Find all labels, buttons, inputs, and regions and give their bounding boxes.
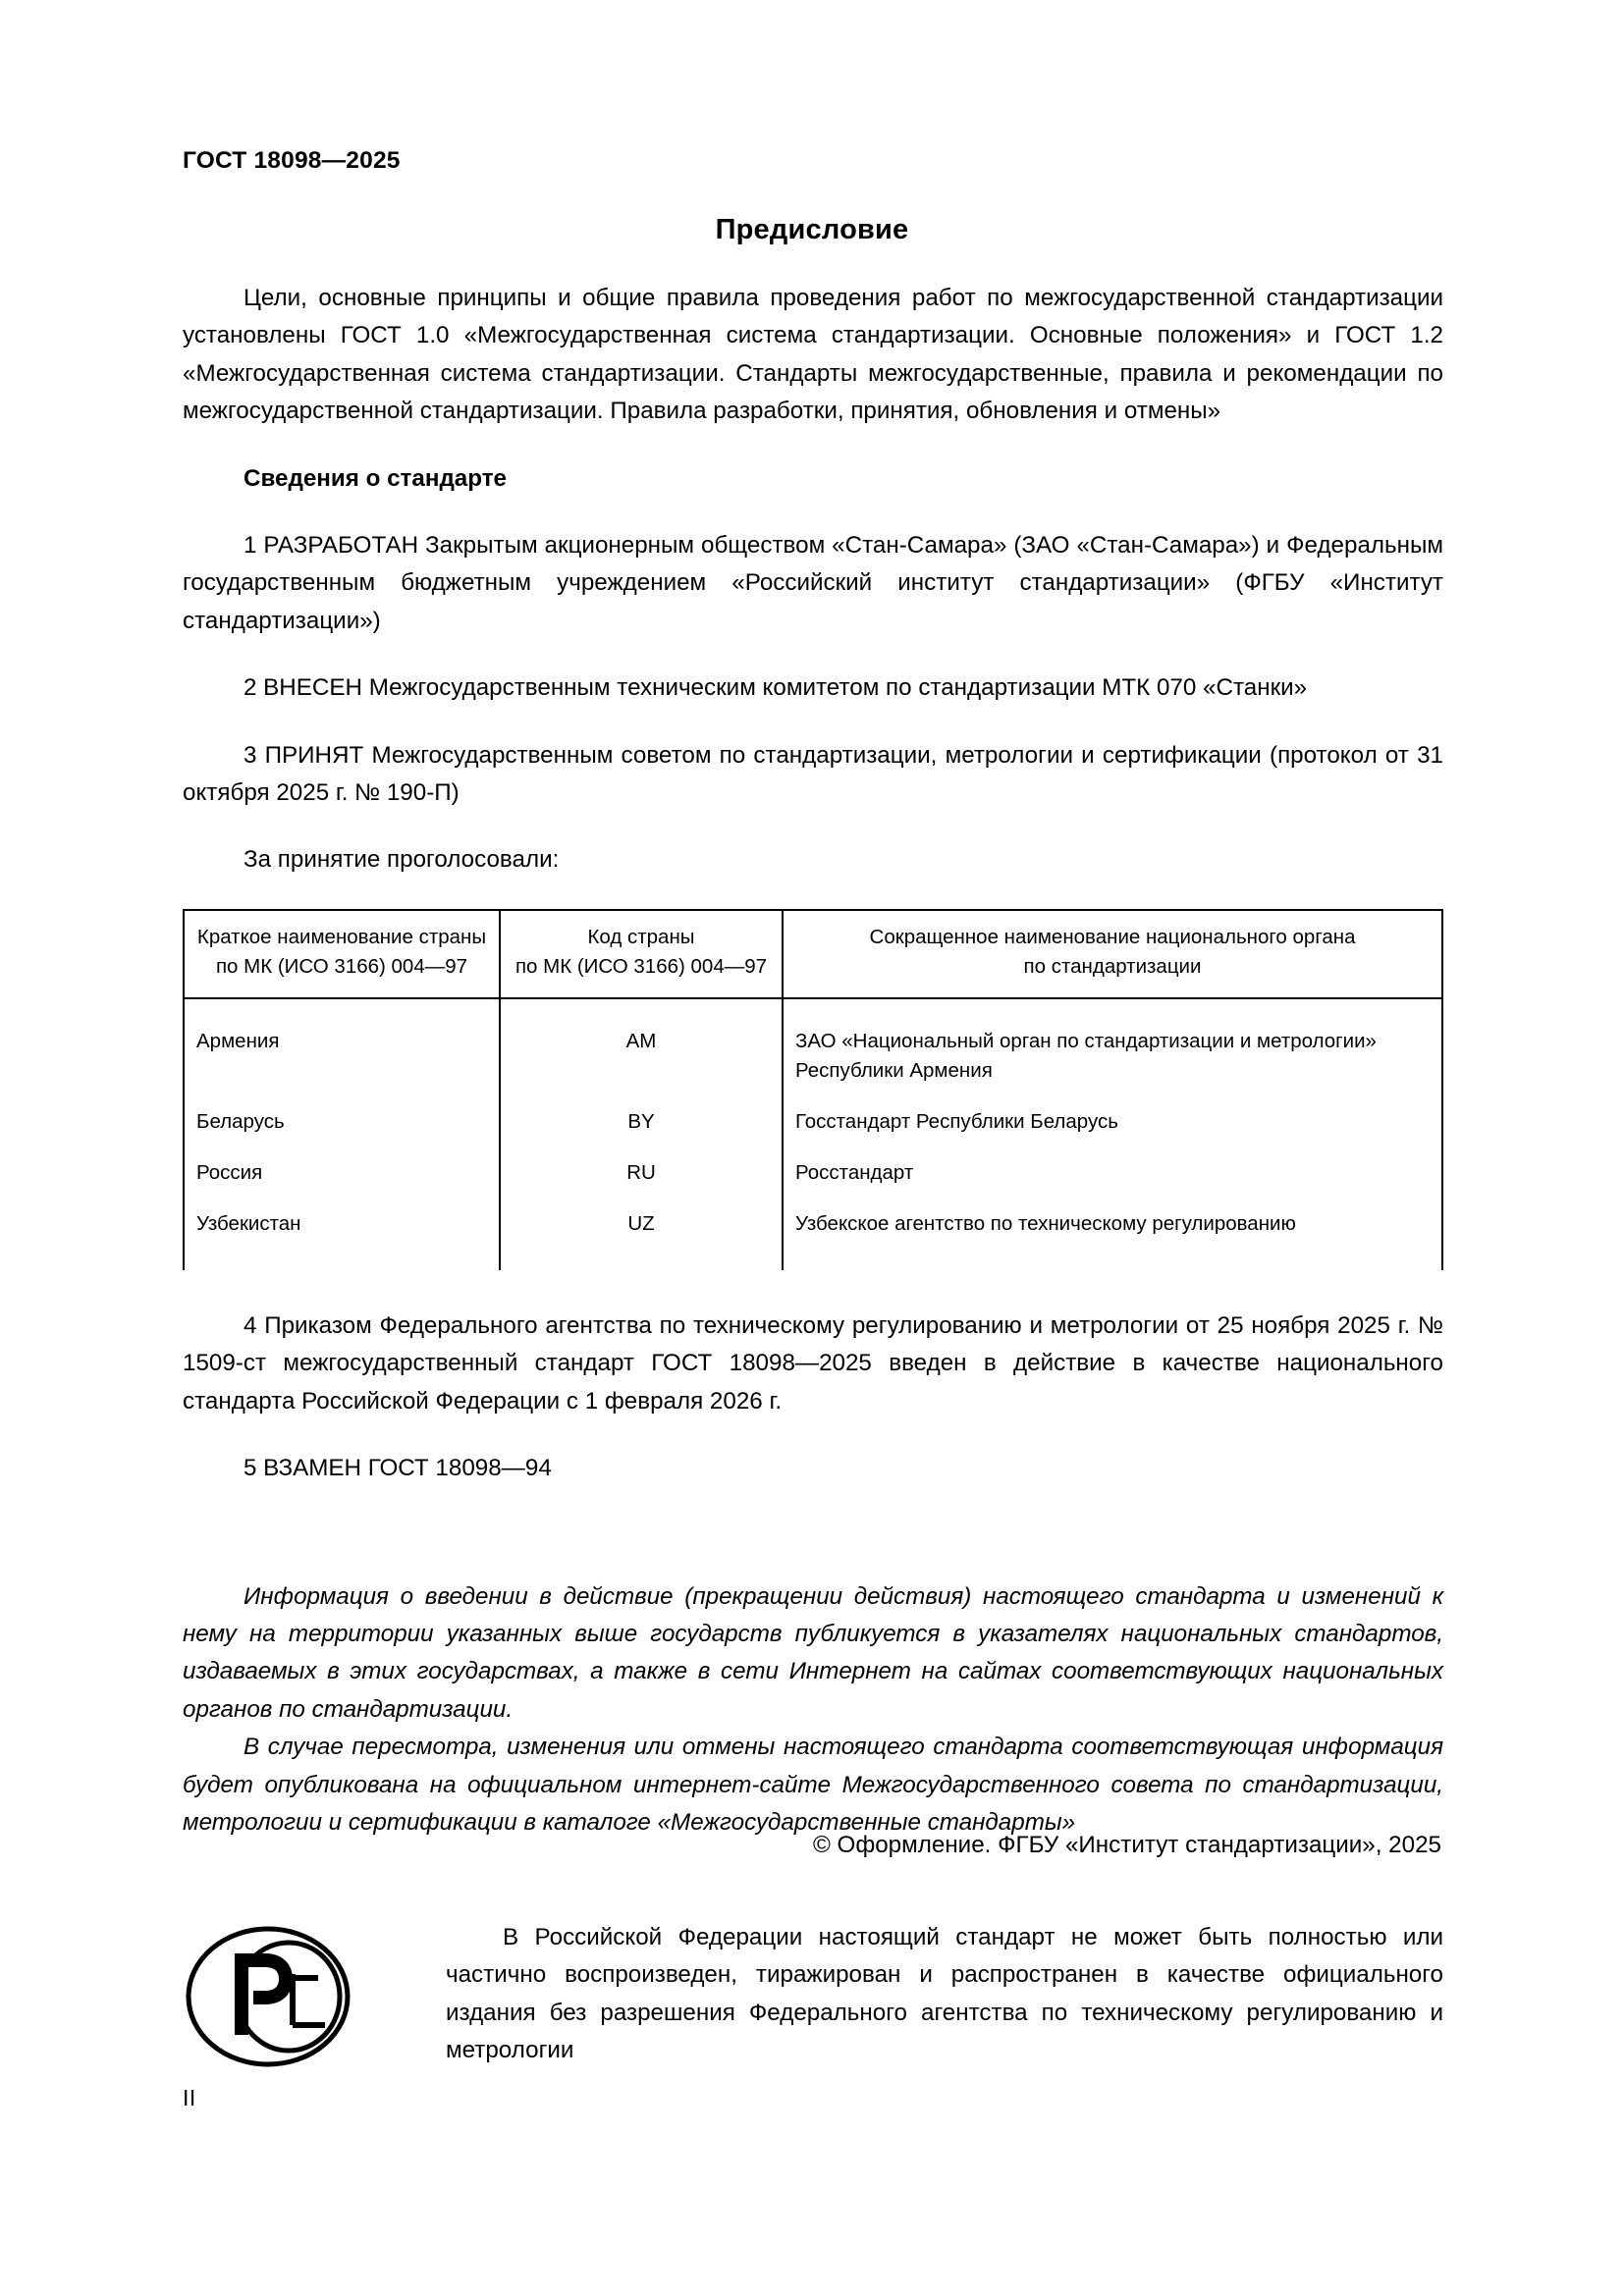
cell-country-text: Беларусь (196, 1109, 285, 1133)
cell-code-text: RU (626, 1160, 656, 1184)
table-row (184, 998, 1442, 1097)
column-header-code-line1: Код страны (587, 925, 695, 948)
vote-lead-in: За принятие проголосовали: (244, 846, 560, 874)
column-header-code-line2: по МК (ИСО 3166) 004—97 (514, 954, 768, 978)
rst-certification-logo-icon (183, 1923, 353, 2070)
cell-organization (783, 1148, 1442, 1200)
page-title: Предисловие (715, 214, 909, 245)
notice-italic-paragraph-1: Информация о введении в действие (прекращении действия) настоящего стандарта и изменений к нему на территории указанных выше государств публикуется в указателях национальных стандартов, издаваемых в этих государствах, а также в сети Интернет на сайтах соответствующих национальных органов по стандартизации. (183, 1582, 1443, 1723)
notice-italic-paragraph-2: В случае пересмотра, изменения или отмены настоящего стандарта соответствующая информация будет опубликована на официальном интернет-сайте Межгосударственного совета по стандартизации, метрологии и сертификации в каталоге «Межгосударственные стандарты» (183, 1734, 1443, 1836)
copyright-line: © Оформление. ФГБУ «Институт стандартизации», 2025 (812, 1832, 1441, 1858)
cell-code-text: UZ (627, 1211, 655, 1235)
cell-country (184, 1148, 500, 1200)
cell-code-text: AM (625, 1029, 657, 1052)
column-header-organization-line2: по стандартизации (1023, 954, 1202, 978)
column-header-country-line2: по МК (ИСО 3166) 004—97 (215, 954, 468, 978)
table-row (184, 1200, 1442, 1270)
cell-organization (783, 1200, 1442, 1270)
table-row (184, 1148, 1442, 1200)
table-row (184, 1097, 1442, 1148)
cell-code (500, 1148, 783, 1200)
cell-organization-text: Росстандарт (795, 1160, 914, 1184)
column-header-country (184, 910, 500, 998)
bottom-notice-block (183, 1919, 1443, 2070)
column-header-country-line1: Краткое наименование страны (196, 925, 487, 948)
running-header: ГОСТ 18098—2025 (183, 147, 401, 174)
bottom-notice-paragraph: В Российской Федерации настоящий стандарт не может быть полностью или частично воспроизведен, тиражирован и распространен в качестве официального издания без разрешения Федерального агентства по техническому регулированию и метрологии (446, 1924, 1443, 2064)
standard-info-item-4: 4 Приказом Федерального агентства по техническому регулированию и метрологии от 25 ноября 2025 г. № 1509-ст межгосударственный стандарт ГОСТ 18098—2025 введен в действие в качестве национального стандарта Российской Федерации с 1 февраля 2026 г. (183, 1311, 1443, 1415)
cell-country (184, 998, 500, 1097)
cell-country (184, 1097, 500, 1148)
column-header-organization (783, 910, 1442, 998)
cell-code (500, 998, 783, 1097)
table-header-row (184, 910, 1442, 998)
cell-organization (783, 998, 1442, 1097)
intro-paragraph: Цели, основные принципы и общие правила проведения работ по межгосударственной стандартизации установлены ГОСТ 1.0 «Межгосударственная система стандартизации. Основные положения» и ГОСТ 1.2 «Межгосударственная система стандартизации. Стандарты межгосударственные, правила и рекомендации по межгосударственной стандартизации. Правила разработки, принятия, обновления и отмены» (183, 285, 1443, 425)
standard-info-item-5: 5 ВЗАМЕН ГОСТ 18098—94 (244, 1455, 552, 1482)
cell-code-text: BY (627, 1109, 655, 1133)
standard-info-item-3: 3 ПРИНЯТ Межгосударственным советом по стандартизации, метрологии и сертификации (протокол от 31 октября 2025 г. № 190-П) (183, 741, 1443, 807)
voting-table-header (184, 910, 1442, 998)
cell-code (500, 1200, 783, 1270)
voting-table-body (184, 998, 1442, 1270)
cell-country-text: Узбекистан (196, 1211, 301, 1235)
standard-info-heading: Сведения о стандарте (244, 464, 507, 492)
page-number: II (183, 2085, 196, 2110)
cell-country-text: Армения (196, 1029, 280, 1052)
cell-organization-text: Узбекское агентство по техническому регулированию (795, 1211, 1296, 1235)
standard-info-item-2: 2 ВНЕСЕН Межгосударственным техническим комитетом по стандартизации МТК 070 «Станки» (244, 674, 1308, 702)
bottom-notice-text-wrap (446, 1919, 1443, 2070)
voting-table (183, 909, 1443, 1270)
voting-table-container (183, 909, 1443, 1270)
column-header-organization-line1: Сокращенное наименование национального органа (869, 925, 1356, 948)
cell-code (500, 1097, 783, 1148)
cell-organization-text: ЗАО «Национальный орган по стандартизации и метрологии» Республики Армения (795, 1029, 1377, 1082)
cell-organization (783, 1097, 1442, 1148)
standard-info-item-1: 1 РАЗРАБОТАН Закрытым акционерным обществом «Стан-Самара» (ЗАО «Стан-Самара») и Федеральным государственным бюджетным учреждением «Российский институт стандартизации» (ФГБУ «Институт стандартизации») (183, 532, 1443, 634)
column-header-code (500, 910, 783, 998)
body-content (183, 280, 1443, 1842)
cell-country (184, 1200, 500, 1270)
cell-country-text: Россия (196, 1160, 263, 1184)
cell-organization-text: Госстандарт Республики Беларусь (795, 1109, 1118, 1133)
